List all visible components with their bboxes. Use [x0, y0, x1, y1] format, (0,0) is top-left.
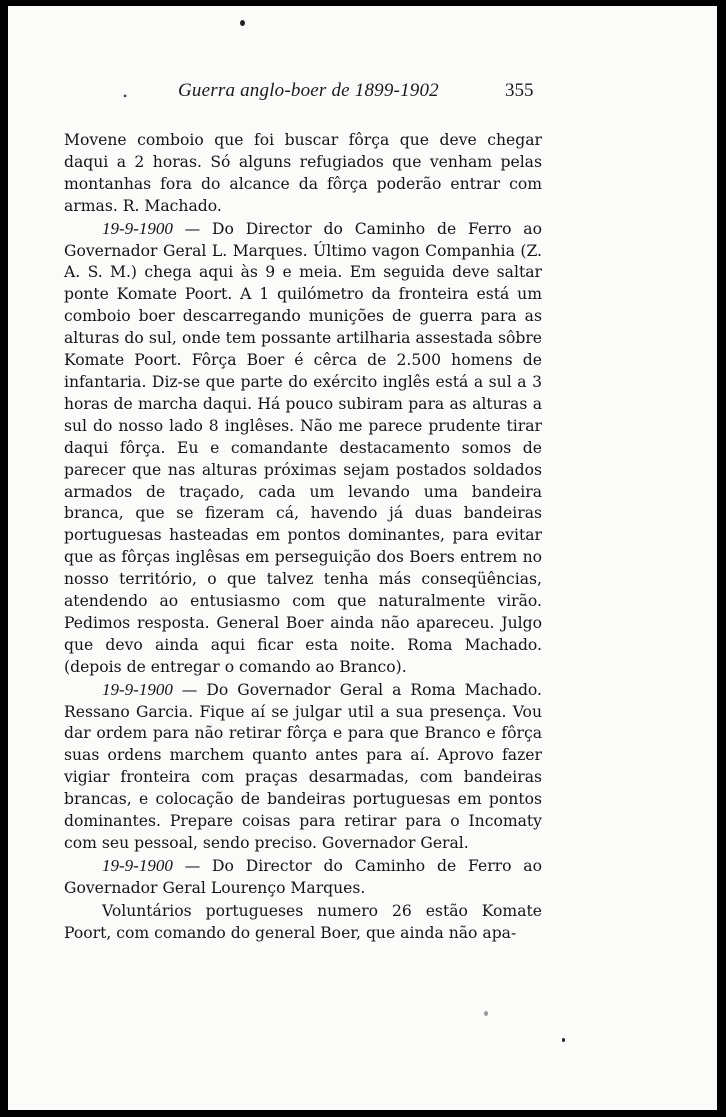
paragraph [64, 679, 542, 855]
paragraph-text: Voluntários portugueses numero 26 estão Komate Poort, com comando do general Boer, que ainda não apa- [64, 901, 542, 942]
running-title: Guerra anglo-boer de 1899-1902 [178, 80, 439, 101]
body-text [64, 129, 542, 945]
paragraph-date: 19-9-1900 [102, 855, 173, 875]
book-page [8, 6, 717, 1110]
paragraph [64, 218, 542, 679]
paragraph [64, 129, 542, 218]
paragraph-text: — Do Director do Caminho de Ferro ao Governador Geral L. Marques. Último vagon Companhia (Z. A. S. M.) chega aqui às 9 e meia. Em seguida deve saltar ponte Komate Poort. A 1 quilómetro da fronteira está um comboio boer descarregando munições de guerra para as alturas do sul, onde tem possante artilharia assestada sôbre Komate Poort. Fôrça Boer é cêrca de 2.500 homens de infantaria. Diz-se que parte do exército inglês está a sul a 3 horas de marcha daqui. Há pouco subiram para as alturas a sul do nosso lado 8 inglêses. Não me parece prudente tirar daqui fôrça. Eu e comandante destacamento somos de parecer que nas alturas próximas sejam postados soldados armados de traçado, cada um levando uma bandeira branca, que se fizeram cá, havendo já duas bandeiras portuguesas hasteadas em pontos dominantes, para evitar que as fôrças inglêsas em perseguição dos Boers entrem no nosso território, o que talvez tenha más conseqüências, atendendo ao entusiasmo com que naturalmente virão. Pedimos resposta. General Boer ainda não apareceu. Julgo que devo ainda aqui ficar esta noite. Roma Machado. (depois de entregar o comando ao Branco). [64, 219, 542, 676]
paragraph-date: 19-9-1900 [102, 679, 173, 699]
top-ink-speck [240, 20, 245, 26]
lower-ink-speck [484, 1011, 488, 1016]
paragraph [64, 900, 542, 945]
paragraph [64, 855, 542, 900]
right-ink-speck [562, 1038, 565, 1042]
paragraph-text: — Do Director do Caminho de Ferro ao Governador Geral Lourenço Marques. [64, 856, 542, 897]
paragraph-date: 19-9-1900 [102, 218, 173, 238]
page-number: 355 [505, 80, 534, 101]
paragraph-text: Movene comboio que foi buscar fôrça que deve chegar daqui a 2 horas. Só alguns refugiados que venham pelas montanhas fora do alcance da fôrça poderão entrar com armas. R. Machado. [64, 131, 542, 215]
header-bullet-mark: • [123, 89, 128, 103]
paragraph-text: — Do Governador Geral a Roma Machado. Ressano Garcia. Fique aí se julgar util a sua presença. Vou dar ordem para não retirar fôrça e para que Branco e fôrça suas ordens marchem quanto antes para aí. Aprovo fazer vigiar fronteira com praças desarmadas, com bandeiras brancas, e colocação de bandeiras portuguesas em pontos dominantes. Prepare coisas para retirar para o Incomaty com seu pessoal, sendo preciso. Governador Geral. [64, 680, 542, 852]
page-header [8, 80, 717, 108]
